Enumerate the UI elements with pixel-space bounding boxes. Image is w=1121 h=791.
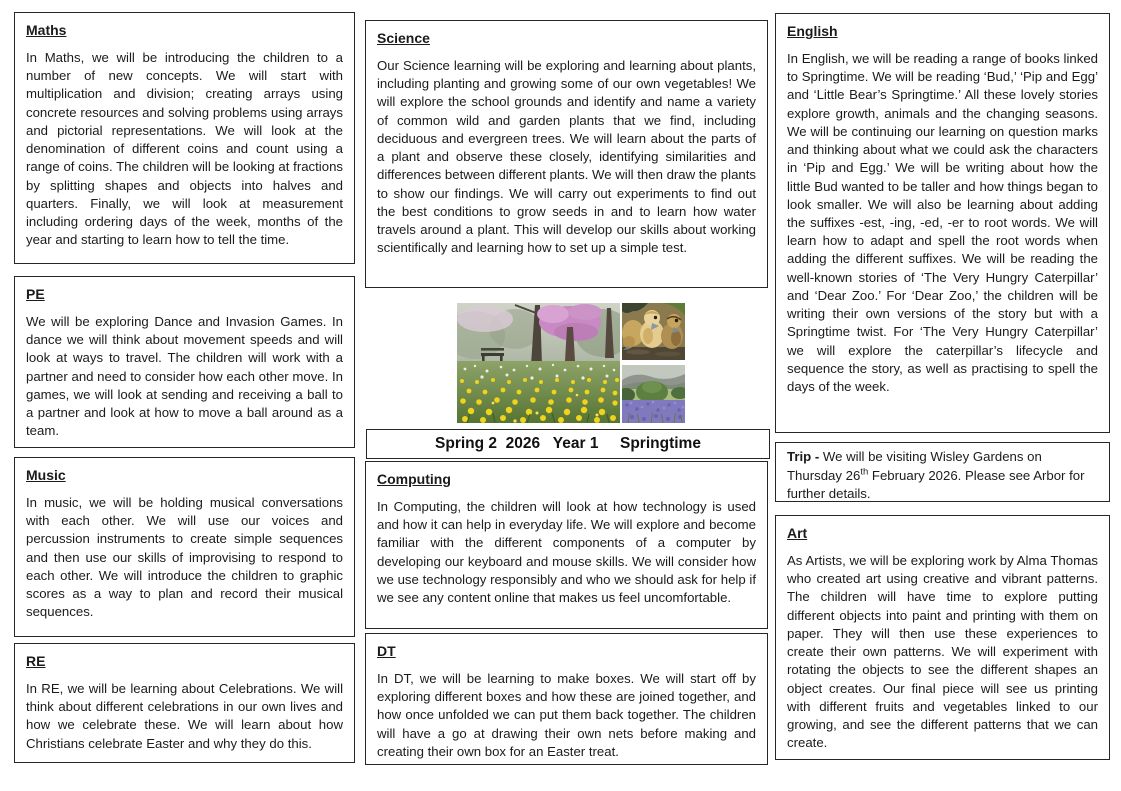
science-box [365, 20, 768, 288]
music-title: Music [26, 467, 66, 483]
art-body: As Artists, we will be exploring work by Alma Thomas who created art using creative and vibrant patterns. The children will have time to explore putting different objects into paint and printing with them on paper. They will then use these experiences to create their own patterns. We will experiment with rotating the objects to see the different shapes an object creates. Our final piece will see us printing with different fruits and vegetables linked to our growing, and see the different patterns that we can create. [787, 553, 1098, 751]
trip-ordinal-suffix: th [860, 466, 869, 478]
maths-title: Maths [26, 22, 67, 38]
music-box [14, 457, 355, 637]
english-title: English [787, 23, 838, 39]
pe-box [14, 276, 355, 448]
re-box [14, 643, 355, 763]
computing-box [365, 461, 768, 629]
collage-side-column [622, 303, 685, 423]
pe-body: We will be exploring Dance and Invasion Games. In dance we will think about movement speeds and will look at ways to travel. The children will work with a partner and need to consider how each other move. In games, we will look at sending and receiving a ball to a partner and look at how to move a ball around as a team. [26, 314, 343, 439]
trip-text-part1: We will be visiting Wisley Gardens on Thursday 26 [787, 449, 1042, 483]
springtime-photo-collage [457, 303, 685, 423]
re-body: In RE, we will be learning about Celebrations. We will think about different celebrations in our own lives and how we celebrate these. We will learn about how Christians celebrate Easter and why they do this. [26, 681, 343, 751]
dt-box [365, 633, 768, 765]
computing-title: Computing [377, 471, 451, 487]
term-title-text: Spring 2 2026 Year 1 Springtime [435, 435, 701, 452]
pe-title: PE [26, 286, 45, 302]
ducklings-photo [622, 303, 685, 360]
english-box [775, 13, 1110, 433]
maths-box [14, 12, 355, 264]
re-title: RE [26, 653, 46, 669]
maths-body: In Maths, we will be introducing the children to a number of new concepts. We will start with multiplication and division; creating arrays using concrete resources and solving problems using arrays and pictorial representations. We will look at the denomination of different coins and count using a range of coins. The children will be looking at fractions by splitting shapes and objects into halves and quarters. Finally, we will look at measurement including ordering days of the week, months of the year and starting to learn how to tell the time. [26, 50, 343, 248]
science-body: Our Science learning will be exploring and learning about plants, including planting and growing some of our own vegetables! We will explore the school grounds and identify and name a variety of common wild and garden plants that we find, including deciduous and evergreen trees. We will learn about the parts of a plant and observe these closely, identifying similarities and differences between different plants. We will then draw the plants to show our findings. We will carry out experiments to find out the best conditions to grow seeds in and to learn how water travels around a plant. This will develop our skills about working scientifically and learning how to set up a simple test. [377, 58, 756, 256]
spring-park-daffodils-photo [457, 303, 620, 423]
trip-text [787, 448, 1098, 502]
english-body: In English, we will be reading a range of books linked to Springtime. We will be reading ‘Bud,’ ‘Pip and Egg’ and ‘Little Bear’s Springtime.’ All these lovely stories explore growth, animals and the changing seasons. We will be continuing our learning on question marks and thinking about what we could ask the characters in ‘Pip and Egg.’ We will be writing about how the little Bud wanted to be taller and how things began to look smaller. We will also be learning about adding the suffixes -est, -ing, -ed, -er to root words. We will learn how to adapt and spell the root words when adding the different suffixes. We will be reading the well-known stories of ‘The Very Hungry Caterpillar’ and ‘Dear Zoo.’ For ‘Dear Zoo,’ the children will be writing their own versions of the story but with a Springtime twist. For ‘The Very Hungry Caterpillar’ we will explore the caterpillar’s lifecycle and sequence the story, as well as practising to spell the days of the week. [787, 51, 1098, 394]
music-body: In music, we will be holding musical conversations with each other. We will use our voices and percussion instruments to create simple sequences and then use our skills of improvising to respond to each other. We will introduce the children to graphic scores as a way to plan and record their musical sequences. [26, 495, 343, 620]
computing-body: In Computing, the children will look at how technology is used and how it can help in everyday life. We will explore and become familiar with the different components of a computer by developing our keyboard and mouse skills. We will consider how we use technology responsibly and who we should ask for help if we see any content online that makes us feel uncomfortable. [377, 499, 756, 606]
bluebells-landscape-photo [622, 365, 685, 423]
dt-body: In DT, we will be learning to make boxes. We will start off by exploring different boxes and how these are joined together, and how once unfolded we can put them back together. The children will have a go at drawing their own nets before making and creating their own box for an Easter treat. [377, 671, 756, 759]
trip-text-part2: February 2026. Please see Arbor for further details. [787, 467, 1085, 502]
term-title-banner [366, 429, 770, 459]
trip-box [775, 442, 1110, 502]
trip-label: Trip - [787, 449, 823, 464]
art-box [775, 515, 1110, 760]
art-title: Art [787, 525, 808, 541]
science-title: Science [377, 30, 430, 46]
dt-title: DT [377, 643, 396, 659]
